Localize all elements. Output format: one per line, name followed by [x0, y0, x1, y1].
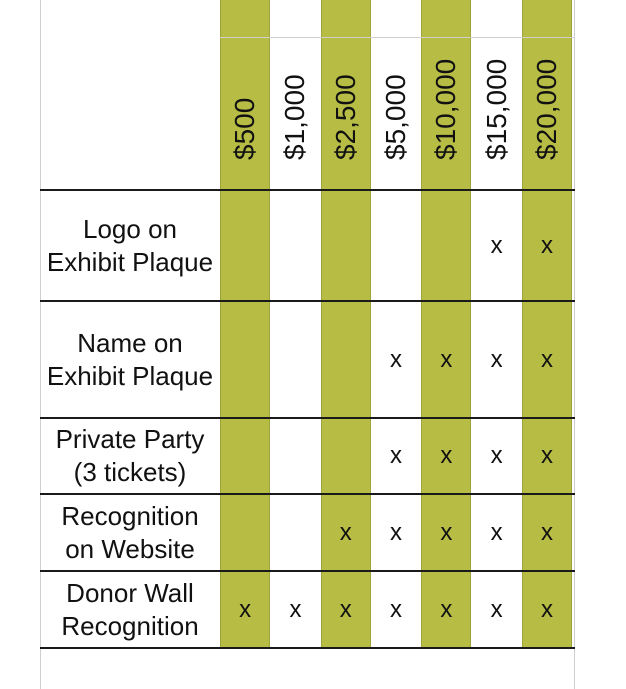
benefit-check-mark: x: [490, 345, 503, 373]
benefit-check-mark: x: [490, 231, 503, 259]
benefit-check-mark: x: [239, 595, 252, 623]
tier-header-label: $20,000: [530, 58, 562, 160]
tier-header-label: $500: [229, 97, 260, 160]
benefit-label: Private Party (3 tickets): [55, 424, 205, 487]
benefit-check-mark: x: [540, 442, 553, 469]
benefit-label: Recognition on Website: [61, 500, 199, 564]
benefit-check-mark: x: [339, 595, 352, 623]
tier-header-label: $10,000: [430, 58, 462, 160]
benefit-check-mark: x: [490, 518, 503, 546]
benefit-check-mark: x: [390, 595, 403, 623]
benefit-check-mark: x: [540, 518, 553, 546]
benefit-check-mark: x: [339, 518, 352, 546]
tier-header-label: $15,000: [480, 58, 512, 160]
benefit-check-mark: x: [440, 518, 453, 546]
tier-header-label: $5,000: [379, 74, 411, 160]
benefit-check-mark: x: [440, 442, 453, 469]
benefit-check-mark: x: [540, 595, 553, 623]
tier-header-label: $2,500: [329, 74, 361, 160]
benefit-label: Donor Wall Recognition: [61, 577, 199, 641]
benefit-label: Logo on Exhibit Plaque: [46, 213, 214, 277]
benefit-check-mark: x: [540, 231, 553, 259]
benefit-check-mark: x: [440, 595, 453, 623]
benefit-check-mark: x: [490, 442, 503, 469]
header-top-rule: [220, 37, 574, 38]
benefit-check-mark: x: [490, 595, 503, 623]
benefit-check-mark: x: [390, 518, 403, 546]
tier-header-label: $1,000: [279, 74, 311, 160]
benefit-check-mark: x: [289, 595, 302, 623]
benefit-check-mark: x: [440, 345, 453, 373]
benefit-check-mark: x: [390, 442, 403, 469]
benefit-check-mark: x: [540, 345, 553, 373]
table-right-border: [574, 0, 575, 689]
benefit-label: Name on Exhibit Plaque: [46, 327, 214, 391]
benefit-check-mark: x: [390, 345, 403, 373]
